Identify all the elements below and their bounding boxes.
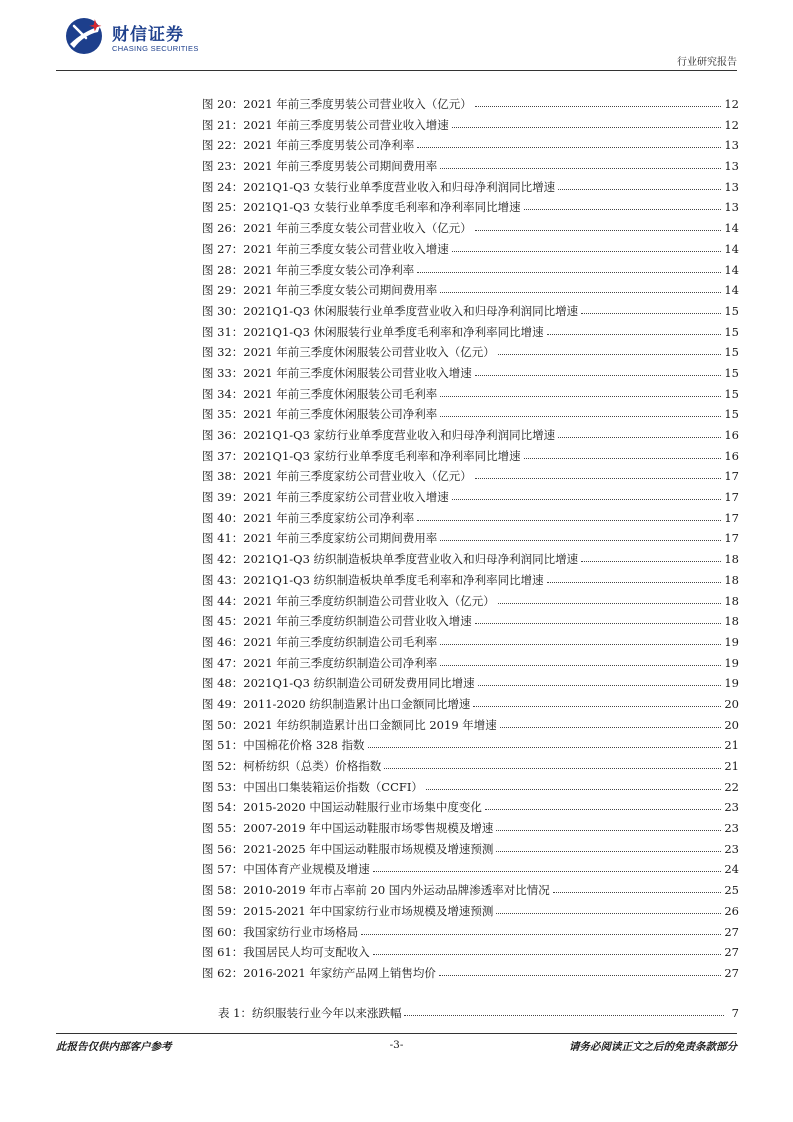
toc-dot-leader [547, 573, 722, 584]
figure-toc-entry[interactable] [202, 924, 739, 945]
toc-entry-title: 图 40：2021 年前三季度家纺公司净利率 [202, 510, 415, 525]
figure-toc-entry[interactable] [202, 448, 739, 469]
toc-page-number: 24 [724, 862, 739, 877]
toc-dot-leader [496, 842, 721, 853]
toc-page-number: 18 [724, 572, 739, 587]
toc-dot-leader [498, 594, 722, 605]
figure-toc-entry[interactable] [202, 903, 739, 924]
page-number: -3- [389, 1039, 404, 1051]
figure-toc-entry[interactable] [202, 303, 739, 324]
toc-entry-title: 图 33：2021 年前三季度休闲服装公司营业收入增速 [202, 365, 472, 380]
toc-page-number: 19 [724, 634, 739, 649]
toc-dot-leader [547, 325, 722, 336]
toc-page-number: 17 [724, 469, 739, 484]
toc-dot-leader [404, 1006, 724, 1017]
toc-entry-title: 图 62：2016-2021 年家纺产品网上销售均价 [202, 965, 436, 980]
toc-dot-leader [440, 635, 721, 646]
toc-dot-leader [581, 304, 721, 315]
figure-toc-entry[interactable] [202, 199, 739, 220]
toc-entry-title: 图 39：2021 年前三季度家纺公司营业收入增速 [202, 490, 449, 505]
toc-page-number: 13 [724, 179, 739, 194]
toc-page-number: 27 [724, 945, 739, 960]
figure-toc-entry[interactable] [202, 696, 739, 717]
toc-page-number: 15 [724, 345, 739, 360]
figure-toc-entry[interactable] [202, 241, 739, 262]
table-table-of-contents [218, 1005, 739, 1026]
header-divider [56, 70, 737, 71]
toc-entry-title: 图 35：2021 年前三季度休闲服装公司净利率 [202, 407, 438, 422]
toc-dot-leader [496, 904, 721, 915]
toc-dot-leader [373, 862, 722, 873]
toc-dot-leader [500, 718, 722, 729]
toc-dot-leader [440, 387, 721, 398]
toc-dot-leader [439, 966, 721, 977]
figure-toc-entry[interactable] [202, 117, 739, 138]
figure-toc-entry[interactable] [202, 179, 739, 200]
footer-disclaimer-right: 请务必阅读正文之后的免责条款部分 [569, 1041, 737, 1053]
toc-dot-leader [558, 180, 721, 191]
toc-entry-title: 图 54：2015-2020 中国运动鞋服行业市场集中度变化 [202, 800, 482, 815]
figure-toc-entry[interactable] [202, 572, 739, 593]
toc-dot-leader [440, 531, 721, 542]
toc-dot-leader [496, 821, 721, 832]
toc-page-number: 23 [724, 800, 739, 815]
toc-page-number: 20 [724, 696, 739, 711]
toc-dot-leader [417, 511, 721, 522]
figure-toc-entry[interactable] [202, 406, 739, 427]
figure-toc-entry[interactable] [202, 675, 739, 696]
toc-page-number: 22 [724, 779, 739, 794]
toc-page-number: 13 [724, 138, 739, 153]
toc-dot-leader [581, 552, 721, 563]
toc-entry-title: 图 56：2021-2025 年中国运动鞋服市场规模及增速预测 [202, 841, 494, 856]
figure-toc-entry[interactable] [202, 324, 739, 345]
figure-toc-entry[interactable] [202, 655, 739, 676]
toc-entry-title: 图 37：2021Q1-Q3 家纺行业单季度毛利率和净利率同比增速 [202, 448, 521, 463]
figure-toc-entry[interactable] [202, 282, 739, 303]
toc-page-number: 18 [724, 593, 739, 608]
toc-dot-leader [440, 407, 721, 418]
figure-toc-entry[interactable] [202, 613, 739, 634]
toc-dot-leader [384, 759, 721, 770]
toc-page-number: 17 [724, 510, 739, 525]
toc-page-number: 19 [724, 676, 739, 691]
toc-entry-title: 图 24：2021Q1-Q3 女装行业单季度营业收入和归母净利润同比增速 [202, 179, 556, 194]
toc-entry-title: 表 1：纺织服装行业今年以来涨跌幅 [218, 1006, 402, 1020]
toc-entry-title: 图 57：中国体育产业规模及增速 [202, 862, 370, 877]
figure-toc-entry[interactable] [202, 799, 739, 820]
toc-entry-title: 图 58：2010-2019 年市占率前 20 国内外运动品牌渗透率对比情况 [202, 883, 550, 898]
toc-entry-title: 图 38：2021 年前三季度家纺公司营业收入（亿元） [202, 469, 472, 484]
toc-page-number: 16 [724, 448, 739, 463]
figure-toc-entry[interactable] [202, 634, 739, 655]
toc-page-number: 15 [724, 324, 739, 339]
toc-page-number: 15 [724, 407, 739, 422]
toc-dot-leader [452, 242, 722, 253]
toc-entry-title: 图 21：2021 年前三季度男装公司营业收入增速 [202, 117, 449, 132]
toc-entry-title: 图 27：2021 年前三季度女装公司营业收入增速 [202, 241, 449, 256]
figure-toc-entry[interactable] [202, 530, 739, 551]
toc-entry-title: 图 41：2021 年前三季度家纺公司期间费用率 [202, 531, 438, 546]
table-toc-entry[interactable] [218, 1005, 739, 1026]
report-type-label: 行业研究报告 [677, 57, 737, 68]
footer-disclaimer-left: 此报告仅供内部客户参考 [56, 1041, 172, 1053]
figure-toc-entry[interactable] [202, 758, 739, 779]
toc-dot-leader [558, 428, 721, 439]
toc-page-number: 23 [724, 821, 739, 836]
toc-entry-title: 图 43：2021Q1-Q3 纺织制造板块单季度毛利率和净利率同比增速 [202, 572, 544, 587]
chasing-securities-logo-icon [64, 16, 104, 56]
toc-entry-title: 图 31：2021Q1-Q3 休闲服装行业单季度毛利率和净利率同比增速 [202, 324, 544, 339]
toc-entry-title: 图 46：2021 年前三季度纺织制造公司毛利率 [202, 634, 438, 649]
figure-toc-entry[interactable] [202, 220, 739, 241]
figure-toc-entry[interactable] [202, 944, 739, 965]
toc-page-number: 26 [724, 903, 739, 918]
toc-entry-title: 图 30：2021Q1-Q3 休闲服装行业单季度营业收入和归母净利润同比增速 [202, 303, 579, 318]
company-logo [64, 16, 204, 60]
toc-dot-leader [440, 159, 721, 170]
toc-page-number: 23 [724, 841, 739, 856]
toc-dot-leader [361, 925, 721, 936]
toc-page-number: 17 [724, 531, 739, 546]
toc-dot-leader [417, 263, 721, 274]
figure-toc-entry[interactable] [202, 510, 739, 531]
toc-entry-title: 图 55：2007-2019 年中国运动鞋服市场零售规模及增速 [202, 821, 494, 836]
toc-entry-title: 图 48：2021Q1-Q3 纺织制造公司研发费用同比增速 [202, 676, 475, 691]
toc-entry-title: 图 22：2021 年前三季度男装公司净利率 [202, 138, 415, 153]
figure-toc-entry[interactable] [202, 737, 739, 758]
toc-entry-title: 图 51：中国棉花价格 328 指数 [202, 738, 365, 753]
toc-dot-leader [473, 697, 721, 708]
toc-dot-leader [426, 780, 721, 791]
toc-dot-leader [553, 883, 722, 894]
toc-entry-title: 图 53：中国出口集装箱运价指数（CCFI） [202, 779, 423, 794]
toc-dot-leader [478, 676, 722, 687]
toc-dot-leader [475, 469, 722, 480]
page-footer [56, 1039, 737, 1057]
toc-page-number: 18 [724, 614, 739, 629]
toc-page-number: 16 [724, 428, 739, 442]
toc-dot-leader [475, 221, 722, 232]
toc-dot-leader [440, 656, 721, 667]
figure-toc-entry[interactable] [202, 717, 739, 738]
toc-entry-title: 图 34：2021 年前三季度休闲服装公司毛利率 [202, 386, 438, 401]
logo-chinese-name: 财信证券 [112, 25, 184, 45]
toc-dot-leader [485, 800, 721, 811]
toc-page-number: 25 [724, 883, 739, 898]
toc-page-number: 20 [724, 717, 739, 732]
figure-toc-entry[interactable] [202, 468, 739, 489]
figure-toc-entry[interactable] [202, 820, 739, 841]
toc-page-number: 15 [724, 365, 739, 380]
toc-dot-leader [417, 138, 721, 149]
toc-page-number: 12 [724, 117, 739, 132]
toc-page-number: 13 [724, 200, 739, 215]
toc-entry-title: 图 29：2021 年前三季度女装公司期间费用率 [202, 283, 438, 298]
toc-page-number: 21 [724, 759, 739, 773]
toc-entry-title: 图 60：我国家纺行业市场格局 [202, 924, 359, 939]
figure-toc-entry[interactable] [202, 779, 739, 800]
toc-entry-title: 图 61：我国居民人均可支配收入 [202, 945, 370, 960]
toc-dot-leader [368, 738, 722, 749]
figure-toc-entry[interactable] [202, 365, 739, 386]
toc-page-number: 14 [724, 221, 739, 236]
figure-toc-entry[interactable] [202, 882, 739, 903]
toc-entry-title: 图 45：2021 年前三季度纺织制造公司营业收入增速 [202, 614, 472, 629]
toc-dot-leader [498, 345, 722, 356]
toc-page-number: 14 [724, 283, 739, 298]
toc-page-number: 7 [731, 1006, 739, 1020]
figure-toc-entry[interactable] [202, 137, 739, 158]
toc-page-number: 15 [724, 386, 739, 401]
toc-page-number: 12 [724, 97, 739, 111]
toc-dot-leader [475, 97, 722, 108]
page-header [56, 12, 737, 72]
logo-english-name: CHASING SECURITIES [112, 44, 199, 53]
figure-toc-entry[interactable] [202, 427, 739, 448]
toc-dot-leader [440, 283, 721, 294]
toc-dot-leader [475, 366, 722, 377]
toc-dot-leader [452, 490, 722, 501]
toc-entry-title: 图 28：2021 年前三季度女装公司净利率 [202, 262, 415, 277]
figure-toc-entry[interactable] [202, 489, 739, 510]
toc-entry-title: 图 26：2021 年前三季度女装公司营业收入（亿元） [202, 221, 472, 236]
toc-entry-title: 图 59：2015-2021 年中国家纺行业市场规模及增速预测 [202, 903, 494, 918]
figure-toc-entry[interactable] [202, 344, 739, 365]
toc-page-number: 14 [724, 262, 739, 277]
toc-entry-title: 图 23：2021 年前三季度男装公司期间费用率 [202, 159, 438, 174]
toc-dot-leader [475, 614, 722, 625]
figure-table-of-contents [202, 96, 739, 986]
figure-toc-entry[interactable] [202, 96, 739, 117]
toc-dot-leader [373, 945, 722, 956]
toc-entry-title: 图 20：2021 年前三季度男装公司营业收入（亿元） [202, 97, 472, 111]
toc-entry-title: 图 25：2021Q1-Q3 女装行业单季度毛利率和净利率同比增速 [202, 200, 521, 215]
toc-page-number: 27 [724, 924, 739, 939]
toc-page-number: 21 [724, 738, 739, 753]
toc-page-number: 14 [724, 241, 739, 256]
toc-dot-leader [524, 200, 722, 211]
figure-toc-entry[interactable] [202, 841, 739, 862]
toc-entry-title: 图 47：2021 年前三季度纺织制造公司净利率 [202, 655, 438, 670]
figure-toc-entry[interactable] [202, 551, 739, 572]
toc-entry-title: 图 49：2011-2020 纺织制造累计出口金额同比增速 [202, 696, 471, 711]
footer-divider [56, 1033, 737, 1034]
toc-dot-leader [452, 118, 722, 129]
toc-page-number: 19 [724, 655, 739, 670]
toc-page-number: 27 [724, 965, 739, 980]
toc-entry-title: 图 52：柯桥纺织（总类）价格指数 [202, 759, 382, 773]
toc-entry-title: 图 44：2021 年前三季度纺织制造公司营业收入（亿元） [202, 593, 495, 608]
toc-page-number: 18 [724, 552, 739, 567]
figure-toc-entry[interactable] [202, 593, 739, 614]
figure-toc-entry[interactable] [202, 158, 739, 179]
toc-entry-title: 图 50：2021 年纺织制造累计出口金额同比 2019 年增速 [202, 717, 497, 732]
figure-toc-entry[interactable] [202, 965, 739, 986]
toc-page-number: 15 [724, 303, 739, 318]
toc-page-number: 17 [724, 490, 739, 505]
figure-toc-entry[interactable] [202, 861, 739, 882]
toc-page-number: 13 [724, 159, 739, 174]
toc-entry-title: 图 36：2021Q1-Q3 家纺行业单季度营业收入和归母净利润同比增速 [202, 428, 556, 442]
toc-entry-title: 图 42：2021Q1-Q3 纺织制造板块单季度营业收入和归母净利润同比增速 [202, 552, 579, 567]
figure-toc-entry[interactable] [202, 262, 739, 283]
toc-dot-leader [524, 449, 722, 460]
toc-entry-title: 图 32：2021 年前三季度休闲服装公司营业收入（亿元） [202, 345, 495, 360]
figure-toc-entry[interactable] [202, 386, 739, 407]
